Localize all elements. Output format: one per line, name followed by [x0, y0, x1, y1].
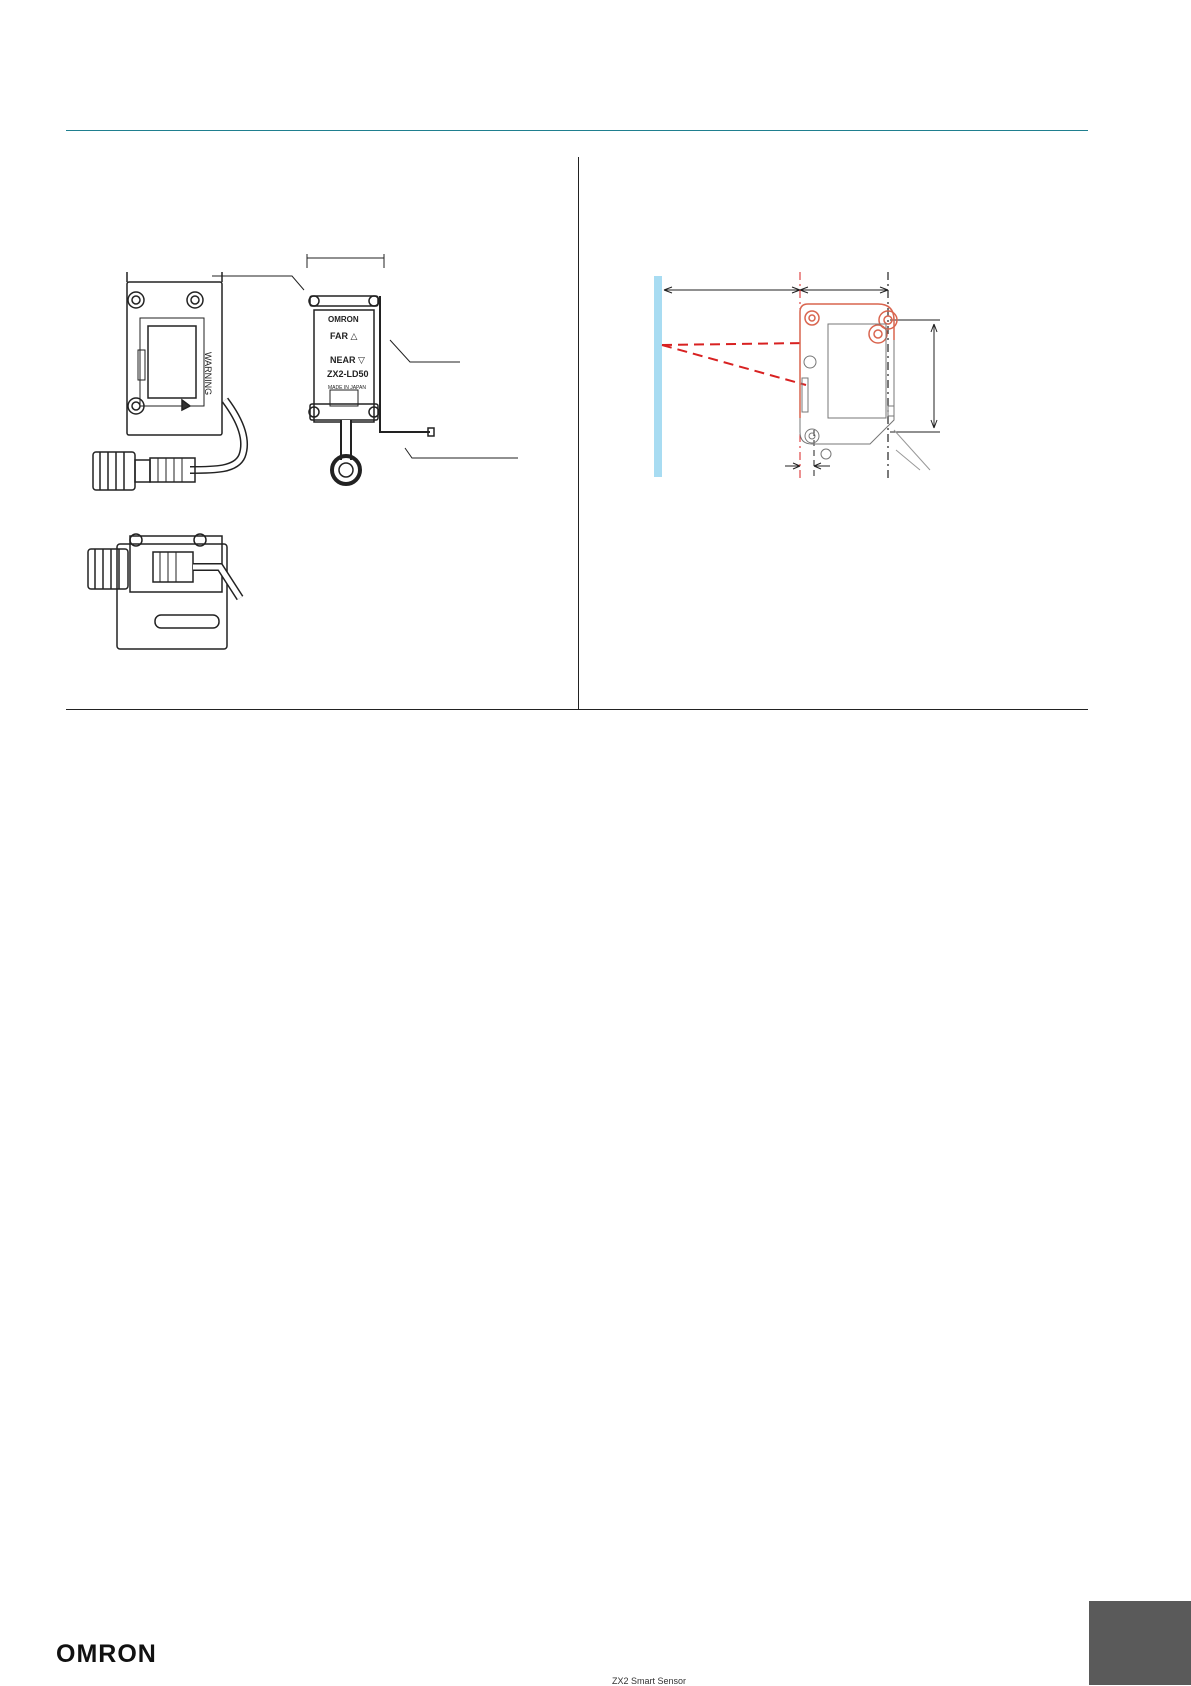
far-label: FAR △ — [330, 331, 358, 341]
mounting-diagram — [654, 272, 940, 478]
near-label: NEAR ▽ — [330, 355, 365, 365]
target-surface — [654, 276, 662, 477]
omron-logo: OMRON — [56, 1640, 157, 1668]
brand-marking: OMRON — [328, 315, 359, 324]
sensor-bottom-view — [88, 534, 240, 649]
page-tab — [1089, 1601, 1191, 1685]
sensor-front-view — [93, 272, 244, 490]
origin-label: MADE IN JAPAN — [328, 385, 366, 391]
model-label: ZX2-LD50 — [327, 369, 369, 379]
footer-fine-print: ZX2 Smart Sensor — [612, 1676, 687, 1686]
warning-label: WARNING — [203, 352, 213, 396]
